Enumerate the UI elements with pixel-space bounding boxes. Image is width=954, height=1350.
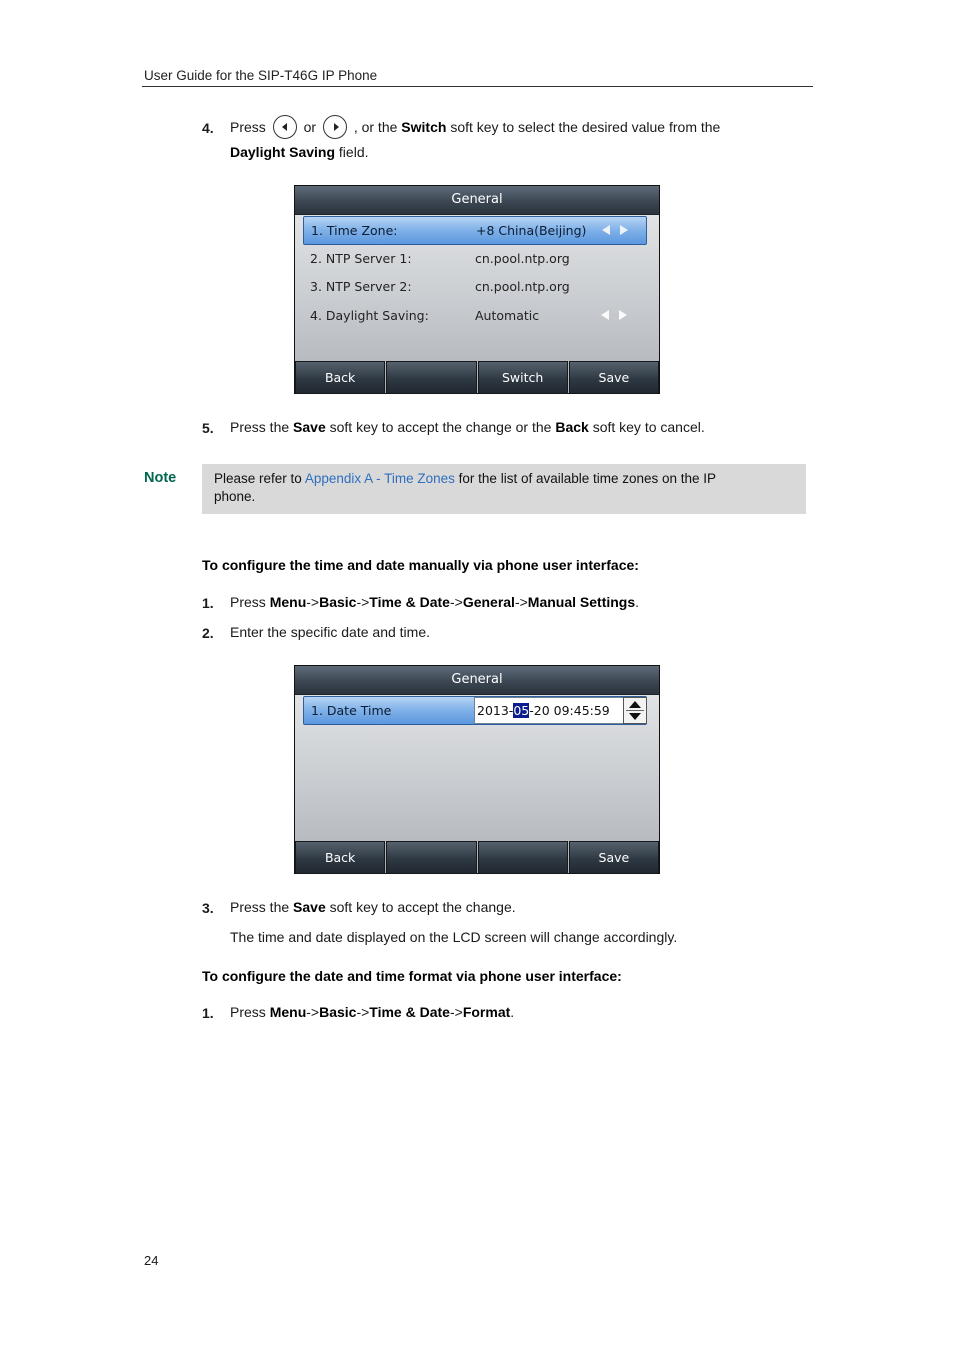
right-navigation-key-icon [323, 115, 347, 139]
ntp-server-1-row[interactable]: 2. NTP Server 1: cn.pool.ntp.org [310, 251, 570, 266]
procedure-heading-manual: To configure the time and date manually via phone user interface: [202, 557, 639, 573]
daylight-saving-field-name: Daylight Saving [230, 144, 336, 160]
phone-screen-general-date-time [294, 665, 660, 874]
step-5-text: Press the Save soft key to accept the change or the Back soft key to cancel. [230, 419, 705, 435]
screen-title: General [295, 186, 659, 215]
save-softkey[interactable]: Save [569, 361, 659, 394]
step-number: 1. [202, 595, 214, 611]
step-4-line-1: Press or , or the Switch soft key to select the desired value from the [230, 115, 720, 140]
step-3-followup: The time and date displayed on the LCD screen will change accordingly. [230, 929, 678, 945]
running-header: User Guide for the SIP-T46G IP Phone [144, 68, 378, 83]
step-number: 4. [202, 120, 214, 136]
date-time-row[interactable]: 1. Date Time 2013-05-20 09:45:59 [303, 696, 647, 725]
daylight-saving-row[interactable]: 4. Daylight Saving: Automatic [303, 302, 645, 329]
page-number: 24 [144, 1253, 159, 1268]
time-zone-row[interactable]: 1. Time Zone: +8 China(Beijing) [303, 216, 647, 245]
left-navigation-key-icon [273, 115, 297, 139]
step-3-text: Press the Save soft key to accept the change. [230, 899, 516, 915]
arrow-up-icon[interactable] [629, 701, 641, 708]
back-softkey[interactable]: Back [295, 841, 385, 874]
appendix-a-time-zones-link[interactable]: Appendix A - Time Zones [304, 471, 455, 486]
format-step-1-text: Press Menu->Basic->Time & Date->Format. [230, 1004, 515, 1020]
manual-step-1-text: Press Menu->Basic->Time & Date->General->Manual Settings. [230, 594, 640, 610]
switch-key-name: Switch [401, 119, 447, 135]
left-right-arrows-icon[interactable] [602, 225, 630, 237]
date-time-input[interactable]: 2013-05-20 09:45:59 [474, 697, 624, 724]
step-number: 5. [202, 420, 214, 436]
up-down-spinner-icon[interactable] [623, 697, 647, 724]
empty-softkey [386, 361, 476, 394]
note-box: Please refer to Appendix A - Time Zones for the list of available time zones on the IP phone. [202, 464, 806, 514]
step-number: 1. [202, 1005, 214, 1021]
procedure-heading-format: To configure the date and time format via phone user interface: [202, 968, 622, 984]
switch-softkey[interactable]: Switch [478, 361, 568, 394]
save-softkey[interactable]: Save [569, 841, 659, 874]
phone-screen-general-time-zone [294, 185, 660, 394]
back-softkey[interactable]: Back [295, 361, 385, 394]
screen-title: General [295, 666, 659, 695]
softkey-bar [295, 841, 659, 873]
note-label: Note [144, 470, 177, 486]
left-right-arrows-icon[interactable] [601, 310, 629, 322]
step-4-line-2: Daylight Saving field. [230, 144, 369, 160]
empty-softkey [478, 841, 568, 874]
month-highlight: 05 [513, 703, 530, 718]
manual-step-2-text: Enter the specific date and time. [230, 624, 430, 640]
arrow-down-icon[interactable] [629, 713, 641, 720]
empty-softkey [386, 841, 476, 874]
step-number: 3. [202, 900, 214, 916]
header-rule [142, 86, 813, 87]
softkey-bar [295, 361, 659, 393]
ntp-server-2-row[interactable]: 3. NTP Server 2: cn.pool.ntp.org [310, 279, 570, 294]
step-number: 2. [202, 625, 214, 641]
